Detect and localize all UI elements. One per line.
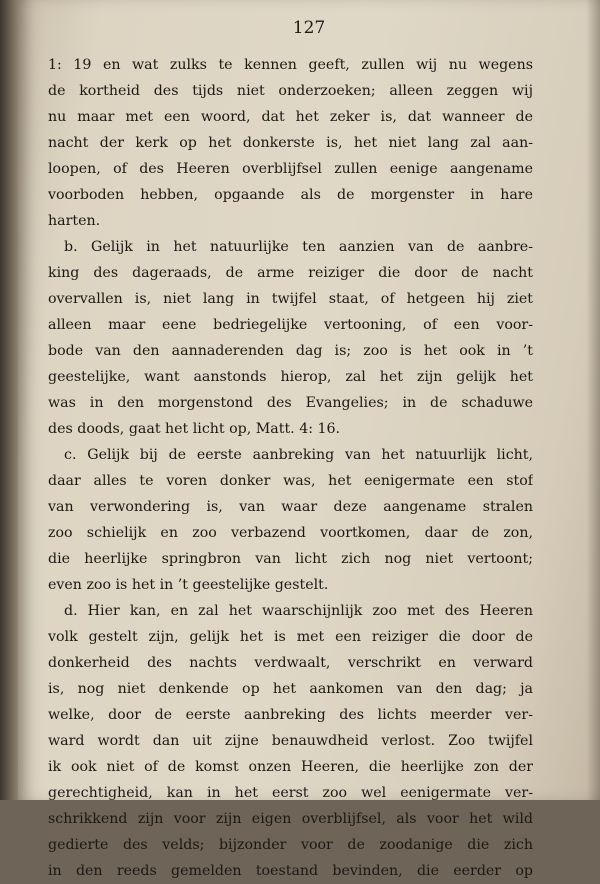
text-line: king des dageraads, de arme reiziger die door de nacht — [48, 265, 533, 281]
text-line: voorboden hebben, opgaande als de morgenster in hare — [48, 187, 533, 203]
body-text — [48, 52, 533, 884]
text-line: nu maar met een woord, dat het zeker is, dat wanneer de — [48, 109, 533, 125]
text-line: van verwondering is, van waar deze aangename stralen — [48, 499, 533, 515]
text-line: bode van den aannaderenden dag is; zoo is het ook in ’t — [48, 343, 533, 359]
text-line: ward wordt dan uit zijne benauwdheid verlost. Zoo twijfel — [48, 733, 533, 749]
text-line: overvallen is, niet lang in twijfel staat, of hetgeen hij ziet — [48, 291, 533, 307]
text-line: donkerheid des nachts verdwaalt, verschrikt en verward — [48, 655, 533, 671]
book-page — [18, 0, 600, 879]
text-line: is, nog niet denkende op het aankomen van den dag; ja — [48, 681, 533, 697]
text-line: gerechtigheid, kan in het eerst zoo wel eenigermate ver- — [48, 785, 533, 801]
text-line: die heerlijke springbron van licht zich nog niet vertoont; — [48, 551, 533, 567]
text-line: in den reeds gemelden toestand bevinden, die eerder op — [48, 863, 533, 879]
text-line: b. Gelijk in het natuurlijke ten aanzien van de aanbre- — [64, 239, 533, 255]
text-line: alleen maar eene bedriegelijke vertooning, of een voor- — [48, 317, 533, 333]
page-number: 127 — [292, 18, 326, 38]
text-line: d. Hier kan, en zal het waarschijnlijk zoo met des Heeren — [64, 603, 533, 619]
text-line: was in den morgenstond des Evangelies; in de schaduwe — [48, 395, 533, 411]
text-line: de kortheid des tijds niet onderzoeken; alleen zeggen wij — [48, 83, 533, 99]
text-line: daar alles te voren donker was, het eenigermate een stof — [48, 473, 533, 489]
text-line: schrikkend zijn voor zijn eigen overblijfsel, als voor het wild — [48, 811, 533, 827]
text-line: gedierte des velds; bijzonder voor de zoodanige die zich — [48, 837, 533, 853]
text-line: nacht der kerk op het donkerste is, het niet lang zal aan- — [48, 135, 533, 151]
text-line: even zoo is het in ’t geestelijke gestelt. — [48, 577, 329, 593]
text-line: ik ook niet of de komst onzen Heeren, die heerlijke zon der — [48, 759, 533, 775]
page-edge-shadow — [586, 0, 600, 800]
text-line: des doods, gaat het licht op, Matt. 4: 16. — [48, 421, 341, 437]
text-line: welke, door de eerste aanbreking des lichts meerder ver- — [48, 707, 533, 723]
text-line: zoo schielijk en zoo verbazend voortkomen, daar de zon, — [48, 525, 533, 541]
text-line: loopen, of des Heeren overblijfsel zullen eenige aangename — [48, 161, 533, 177]
text-line: c. Gelijk bij de eerste aanbreking van het natuurlijk licht, — [64, 447, 533, 463]
text-line: geestelijke, want aanstonds hierop, zal het zijn gelijk het — [48, 369, 533, 385]
text-line: harten. — [48, 213, 101, 229]
text-line: volk gestelt zijn, gelijk het is met een reiziger die door de — [48, 629, 533, 645]
text-line: 1: 19 en wat zulks te kennen geeft, zullen wij nu wegens — [48, 57, 533, 73]
